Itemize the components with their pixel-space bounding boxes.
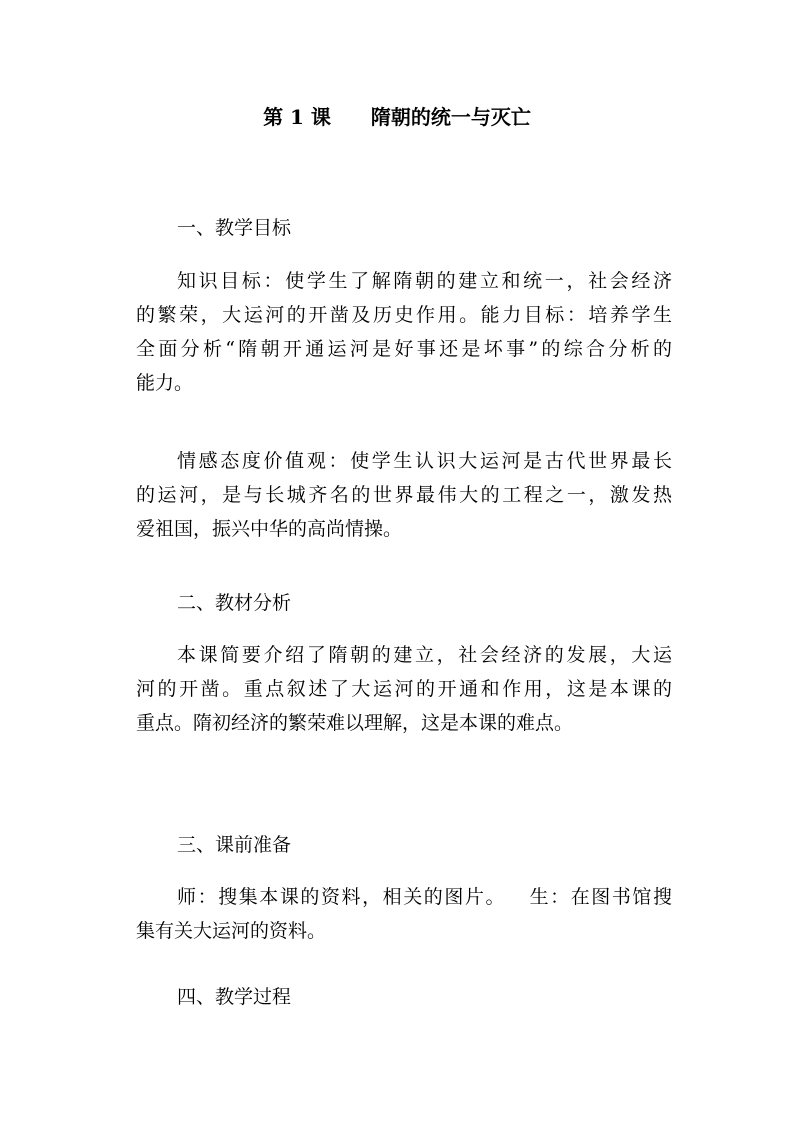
paragraph-emotional-objective <box>136 444 672 546</box>
teacher-preparation: 师：搜集本课的资料，相关的图片。 <box>177 886 507 908</box>
section-heading-teaching-process: 四、教学过程 <box>177 986 292 1008</box>
student-preparation: 生：在图书馆搜 <box>528 886 672 908</box>
section-heading-preparation: 三、课前准备 <box>177 834 292 856</box>
section-heading-objectives: 一、教学目标 <box>177 217 292 239</box>
lesson-number: 第 1 课 <box>263 105 331 129</box>
paragraph-line: 集有关大运河的资料。 <box>136 920 327 942</box>
paragraph-line: 河的开凿。重点叙述了大运河的开通和作用，这是本课的 <box>136 678 672 700</box>
paragraph-line: 重点。隋初经济的繁荣难以理解，这是本课的难点。 <box>136 712 574 734</box>
paragraph-line: 的繁荣，大运河的开凿及历史作用。能力目标：培养学生 <box>136 304 672 326</box>
lesson-title <box>0 100 794 134</box>
paragraph-line: 全面分析“隋朝开通运河是好事还是坏事”的综合分析的 <box>136 338 672 360</box>
section-heading-material-analysis: 二、教材分析 <box>177 592 292 614</box>
paragraph-line <box>136 880 672 914</box>
lesson-name: 隋朝的统一与灭亡 <box>370 105 531 129</box>
paragraph-material-analysis <box>136 638 672 740</box>
paragraph-line: 能力。 <box>136 372 194 394</box>
paragraph-line: 爱祖国，振兴中华的高尚情操。 <box>136 518 403 540</box>
paragraph-line: 本课简要介绍了隋朝的建立，社会经济的发展，大运 <box>177 644 672 666</box>
paragraph-line: 知识目标：使学生了解隋朝的建立和统一，社会经济 <box>177 270 672 292</box>
paragraph-knowledge-objective <box>136 264 672 400</box>
paragraph-line: 的运河，是与长城齐名的世界最伟大的工程之一，激发热 <box>136 484 672 506</box>
paragraph-preparation <box>136 880 672 948</box>
paragraph-line: 情感态度价值观：使学生认识大运河是古代世界最长 <box>177 450 672 472</box>
